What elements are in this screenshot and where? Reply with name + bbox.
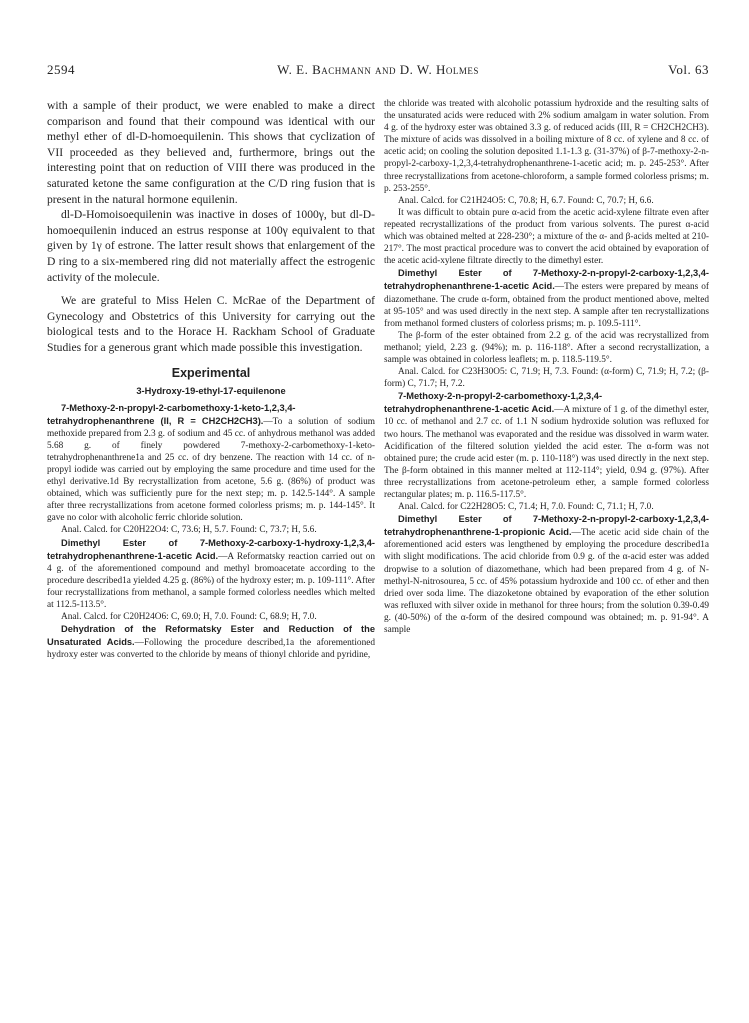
compound-heading: Dimethyl Ester of 7-Methoxy-2-n-propyl-2-carboxy-1,2,3,4-tetrahydrophenanthrene-1-propionic Acid. [384,514,709,538]
paragraph-body: —The esters were prepared by means of diazomethane. The crude α-form, obtained from the product mentioned above, melted at 95-105° and was used directly in the next step. A sample after ten recrystallizations from methanol formed clusters of colorless prisms; m. p. 109.5-111°. [384,282,709,329]
right-column [384,98,709,1013]
paragraph [384,390,709,501]
running-title-authors: W. E. Bachmann and D. W. Holmes [277,62,479,77]
analysis-line: Anal. Calcd. for C23H30O5: C, 71.9; H, 7.3. Found: (α-form) C, 71.9; H, 7.2; (β-form) C, 71.7; H, 7.2. [384,367,709,390]
subsection-title: 3-Hydroxy-19-ethyl-17-equilenone [136,385,286,396]
compound-heading: Dimethyl Ester of 7-Methoxy-2-n-propyl-2-carboxy-1,2,3,4-tetrahydrophenanthrene-1-acetic Acid. [384,268,709,292]
compound-heading: Dimethyl Ester of 7-Methoxy-2-carboxy-1-hydroxy-1,2,3,4-tetrahydrophenanthrene-1-acetic Acid. [47,537,375,561]
section-title: Experimental [171,365,251,380]
paragraph-body: —To a solution of sodium methoxide prepared from 2.3 g. of sodium and 45 cc. of anhydrous methanol was added 5.68 g. of finely powdered 7-methoxy-2-carbomethoxy-1-keto-tetrahydrophenanthrene1a and 25 cc. of dry benzene. The reaction with 14 cc. of n-propyl iodide was carried out by employing the same procedure and time used for the ethyl derivative.1d By recrystallization from acetone, 5.6 g. (86%) of product was obtained, which was sufficiently pure for the next step; m. p. 142.5-144°. A sample after three recrystallizations from acetone formed colorless prisms; m. p. 144-145°. It gave no color with alcoholic ferric chloride solution. [47,416,375,524]
compound-heading: Dehydration of the Reformatsky Ester and Reduction of the Unsaturated Acids. [47,624,375,648]
paragraph [384,513,709,636]
paragraph [384,267,709,329]
acknowledgment-paragraph: We are grateful to Miss Helen C. McRae of the Department of Gynecology and Obstetrics of this University for carrying out the biological tests and to the Horace H. Rackham School of Graduate Studies for a generous grant which made possible this investigation. [47,294,375,354]
paragraph [47,623,375,661]
analysis-line: Anal. Calcd. for C20H24O6: C, 69.0; H, 7.0. Found: C, 68.9; H, 7.0. [61,612,317,623]
paragraph-body: —Following the procedure described,1a the aforementioned hydroxy ester was converted to the chloride by means of thionyl chloride and pyridine, [47,638,375,661]
page-number: 2594 [47,62,75,77]
paragraph: the chloride was treated with alcoholic potassium hydroxide and the resulting salts of the unsaturated acids were reduced with 2% sodium amalgam in water solution. From 4 g. of the hydroxy ester was obtained 3.3 g. of reduced acids (III, R = CH2CH2CH3). The mixture of acids was dissolved in a boiling mixture of 8 cc. of xylene and 8 cc. of acetic acid; on cooling the solution deposited 1.1-1.3 g. (31-37%) of β-7-methoxy-2-n-propyl-2-carboxy-1,2,3,4-tetrahydrophenanthrene-1-acetic acid; m. p. 245-253°. After three recrystallizations from acetone-chloroform, a sample formed colorless prisms; m. p. 253-255°. [384,99,709,194]
paragraph: It was difficult to obtain pure α-acid from the acetic acid-xylene filtrate even after repeated recrystallizations of the product from various solvents. The purest α-acid which was obtained melted at 228-230°; a mixture of the α- and β-acids melted at 210-217°. The most practical procedure was to convert the acid obtained by evaporation of the acetic acid-xylene filtrate directly to the dimethyl ester. [384,207,709,267]
paragraph-body: —A mixture of 1 g. of the dimethyl ester, 10 cc. of methanol and 2.7 cc. of 1.1 N sodium hydroxide solution was refluxed for two hours. The methanol was evaporated and the residue was dissolved in warm water. Acidification of the filtered solution yielded the acid ester. The α-form was not obtained pure; the crude acid ester (m. p. 110-118°) was used directly in the next step. The β-form obtained in this manner melted at 112-114°; yield, 0.94 g. (97%). After three recrystallizations from acetone-petroleum ether, a sample formed colorless rectangular plates; m. p. 116.5-117.5°. [384,405,709,500]
analysis-line: Anal. Calcd. for C21H24O5: C, 70.8; H, 6.7. Found: C, 70.7; H, 6.6. [398,195,654,206]
paragraph-body: —The acetic acid side chain of the aforementioned acid esters was lengthened by employing the procedure described1a with slight modifications. The acid chloride from 0.9 g. of the α-acid ester was added dropwise to a solution of diazomethane, which had been prepared from 4 g. of N-methyl-N-nitrosourea, 5 cc. of 45% potassium hydroxide and 100 cc. of ether and then dried over soda lime. The diazoketone obtained by evaporation of the ether solution was refluxed with silver oxide in methanol for three hours; from the solution 0.39-0.49 g. (40-50%) of the α-form of the desired compound was obtained; m. p. 91-94°. A sample [384,528,709,636]
paragraph: with a sample of their product, we were enabled to make a direct comparison and found that their compound was identical with our methyl ether of dl-D-homoequilenin. This shows that cyclization of VII proceeded as they believed and, furthermore, brings out the interesting point that on reduction of VIII there was produced in the saturated ketone the same configuration at the C/D ring fusion that is present in the natural hormone equilenin. [47,99,375,206]
compound-heading: 7-Methoxy-2-n-propyl-2-carbomethoxy-1,2,3,4-tetrahydrophenanthrene-1-acetic Acid. [384,391,603,415]
compound-heading: 7-Methoxy-2-n-propyl-2-carbomethoxy-1-keto-1,2,3,4-tetrahydrophenanthrene (II, R = CH2CH2CH3). [47,402,296,426]
paragraph [47,537,375,612]
paragraph: dl-D-Homoisoequilenin was inactive in doses of 1000γ, but dl-D-homoequilenin induced an estrus response at 100γ equivalent to that given by 1γ of estrone. The latter result shows that enlargement of the D ring to a six-membered ring did not materially affect the estrogenic activity of the molecule. [47,208,375,284]
paragraph [47,402,375,525]
page-header [47,62,709,80]
analysis-line: Anal. Calcd. for C20H22O4: C, 73.6; H, 5.7. Found: C, 73.7; H, 5.6. [61,525,317,536]
paragraph-body: —A Reformatsky reaction carried out on 4 g. of the aforementioned compound and methyl bromoacetate according to the procedure described1a yielded 4.25 g. (86%) of the hydroxy ester; m. p. 109-111°. After four recrystallizations from methanol, a sample formed colorless needles which melted at 112.5-113.5°. [47,551,375,610]
analysis-line: Anal. Calcd. for C22H28O5: C, 71.4; H, 7.0. Found: C, 71.1; H, 7.0. [398,502,654,513]
volume-label: Vol. 63 [668,62,709,77]
paragraph: The β-form of the ester obtained from 2.2 g. of the acid was recrystallized from methanol; yield, 2.23 g. (94%); m. p. 116-118°. After a second recrystallization, a sample was obtained in colorless leaflets; m. p. 118.5-119.5°. [384,330,709,365]
left-column [47,98,375,1013]
